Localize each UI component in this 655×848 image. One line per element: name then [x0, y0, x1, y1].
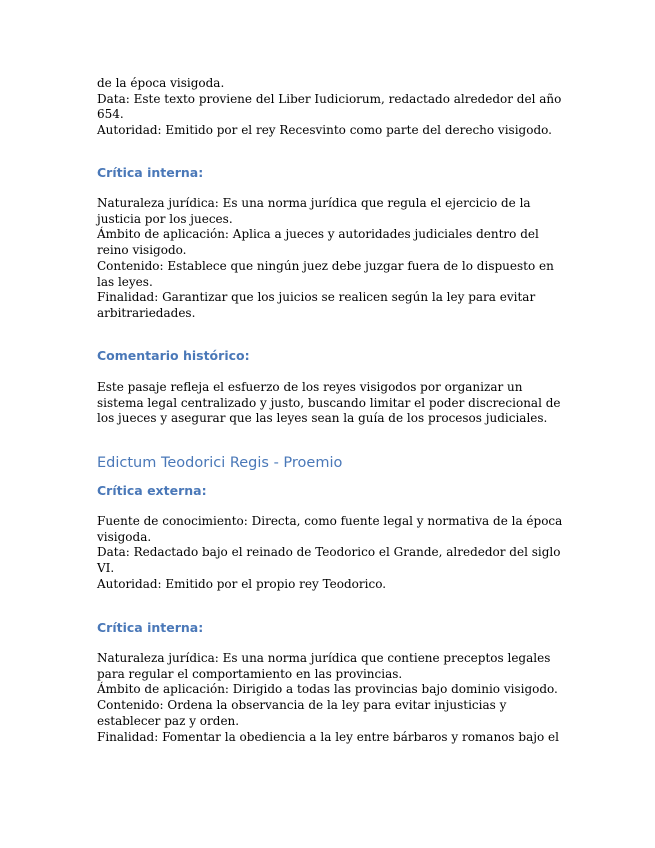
text-line: Data: Redactado bajo el reinado de Teodorico el Grande, alrededor del siglo: [97, 545, 561, 560]
text-line: Finalidad: Garantizar que los juicios se realicen según la ley para evitar: [97, 290, 536, 305]
text-line: arbitrariedades.: [97, 305, 196, 320]
text-line: Contenido: Establece que ningún juez debe juzgar fuera de lo dispuesto en: [97, 258, 554, 273]
text-line: establecer paz y orden.: [97, 713, 240, 728]
text-line: visigoda.: [97, 529, 152, 544]
text-line: justicia por los jueces.: [97, 211, 233, 226]
text-line: Fuente de conocimiento: Directa, como fuente legal y normativa de la época: [97, 514, 563, 528]
text-line: Data: Este texto proviene del Liber Iudiciorum, redactado alrededor del año: [97, 91, 562, 106]
text-line: Ámbito de aplicación: Dirigido a todas las provincias bajo dominio visigodo.: [97, 682, 558, 697]
text-line: Ámbito de aplicación: Aplica a jueces y autoridades judiciales dentro del: [97, 227, 539, 242]
text-line: las leyes.: [97, 274, 153, 289]
comentario-historico-paragraph: [97, 380, 561, 427]
text-line: VI.: [97, 561, 115, 576]
text-line: Autoridad: Emitido por el rey Recesvinto como parte del derecho visigodo.: [97, 123, 552, 138]
text-line: los jueces y asegurar que las leyes sean la guía de los procesos judiciales.: [97, 411, 548, 426]
comentario-historico-heading: Comentario histórico:: [97, 348, 250, 363]
text-line: sistema legal centralizado y justo, buscando limitar el poder discrecional de: [97, 395, 561, 410]
text-line: 654.: [97, 107, 124, 122]
text-line: Finalidad: Fomentar la obediencia a la ley entre bárbaros y romanos bajo el: [97, 729, 559, 744]
critica-interna-heading: Crítica interna:: [97, 165, 204, 180]
text-line: Naturaleza jurídica: Es una norma jurídica que regula el ejercicio de la: [97, 196, 531, 210]
critica-externa-paragraph: [97, 514, 562, 593]
critica-externa-heading: Crítica externa:: [97, 483, 207, 498]
text-line: Autoridad: Emitido por el propio rey Teodorico.: [97, 576, 387, 591]
externa-tail-paragraph: [97, 76, 561, 139]
critica-interna-paragraph: [97, 651, 559, 745]
document-section-title: Edictum Teodorici Regis - Proemio: [97, 455, 343, 471]
critica-interna-paragraph: [97, 196, 554, 322]
text-line: para regular el comportamiento en las provincias.: [97, 666, 403, 681]
text-line: de la época visigoda.: [97, 76, 225, 90]
text-line: reino visigodo.: [97, 243, 187, 258]
text-line: Este pasaje refleja el esfuerzo de los reyes visigodos por organizar un: [97, 380, 523, 394]
text-line: Contenido: Ordena la observancia de la ley para evitar injusticias y: [97, 698, 507, 713]
critica-interna-heading: Crítica interna:: [97, 620, 204, 635]
text-line: Naturaleza jurídica: Es una norma jurídica que contiene preceptos legales: [97, 651, 551, 665]
